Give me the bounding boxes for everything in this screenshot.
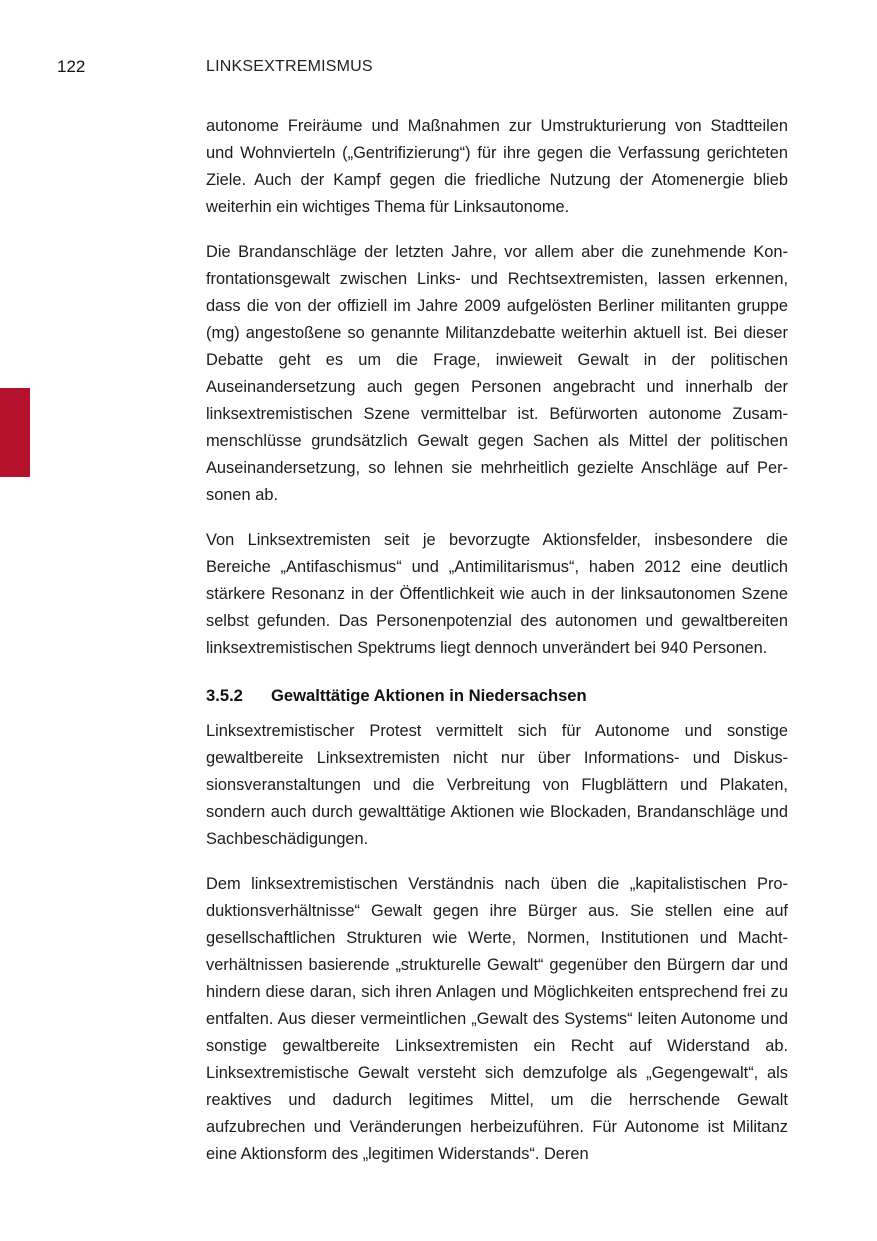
paragraph: Linksextremistischer Protest vermittelt sich für Autonome und sonstige gewaltbereite Linksextremisten nicht nur über Informations- und Diskussionsveranstaltungen und die Verbreitung von Flugblättern und Plakaten, sondern auch durch gewalttätige Aktionen wie Blockaden, Brandanschläge und Sachbeschädigungen. bbox=[206, 722, 788, 848]
chapter-side-tab bbox=[0, 388, 30, 477]
page-body bbox=[206, 113, 788, 1186]
page-number: 122 bbox=[57, 57, 86, 76]
paragraph: Von Linksextremisten seit je bevorzugte Aktionsfelder, insbesondere die Bereiche „Antifaschismus“ und „Antimilitarismus“, haben 2012 eine deutlich stärkere Resonanz in der Öffentlichkeit wie auch in der linksautonomen Szene selbst gefunden. Das Personenpotenzial des autonomen und gewaltbereiten linksextremistischen Spektrums liegt dennoch unverändert bei 940 Personen. bbox=[206, 531, 788, 657]
section-title: Gewalttätige Aktionen in Niedersachsen bbox=[271, 686, 587, 705]
running-header: LINKSEXTREMISMUS bbox=[206, 58, 373, 75]
paragraph: autonome Freiräume und Maßnahmen zur Umstrukturierung von Stadtteilen und Wohnvierteln („Gentrifizierung“) für ihre gegen die Verfassung gerichteten Ziele. Auch der Kampf gegen die friedliche Nutzung der Atomenergie blieb weiterhin ein wichtiges Thema für Linksautonome. bbox=[206, 117, 788, 216]
paragraph: Die Brandanschläge der letzten Jahre, vor allem aber die zunehmende Konfrontationsgewalt zwischen Links- und Rechtsextremisten, lassen erkennen, dass die von der offiziell im Jahre 2009 aufgelösten Berliner militanten gruppe (mg) angestoßene so genannte Militanzdebatte weiterhin aktuell ist. Bei dieser Debatte geht es um die Frage, inwieweit Gewalt in der politischen Auseinandersetzung auch gegen Personen angebracht und innerhalb der linksextremistischen Szene vermittelbar ist. Befürworten autonome Zusammenschlüsse grundsätzlich Gewalt gegen Sachen als Mittel der politischen Auseinandersetzung, so lehnen sie mehrheitlich gezielte Anschläge auf Personen ab. bbox=[206, 243, 788, 504]
paragraph: Dem linksextremistischen Verständnis nach üben die „kapitalistischen Produktionsverhältnisse“ Gewalt gegen ihre Bürger aus. Sie stellen eine auf gesellschaftlichen Strukturen wie Werte, Normen, Institutionen und Machtverhältnissen basierende „strukturelle Gewalt“ gegenüber den Bürgern dar und hindern diese daran, sich ihren Anlagen und Möglichkeiten entsprechend frei zu entfalten. Aus dieser vermeintlichen „Gewalt des Systems“ leiten Autonome und sonstige gewaltbereite Linksextremisten ein Recht auf Widerstand ab. Linksextremistische Gewalt versteht sich demzufolge als „Gegengewalt“, als reaktives und dadurch legitimes Mittel, um die herrschende Gewalt aufzubrechen und Veränderungen herbeizuführen. Für Autonome ist Militanz eine Aktionsform des „legitimen Widerstands“. Deren bbox=[206, 875, 788, 1163]
section-number: 3.5.2 bbox=[206, 686, 243, 705]
section-heading bbox=[206, 684, 788, 708]
